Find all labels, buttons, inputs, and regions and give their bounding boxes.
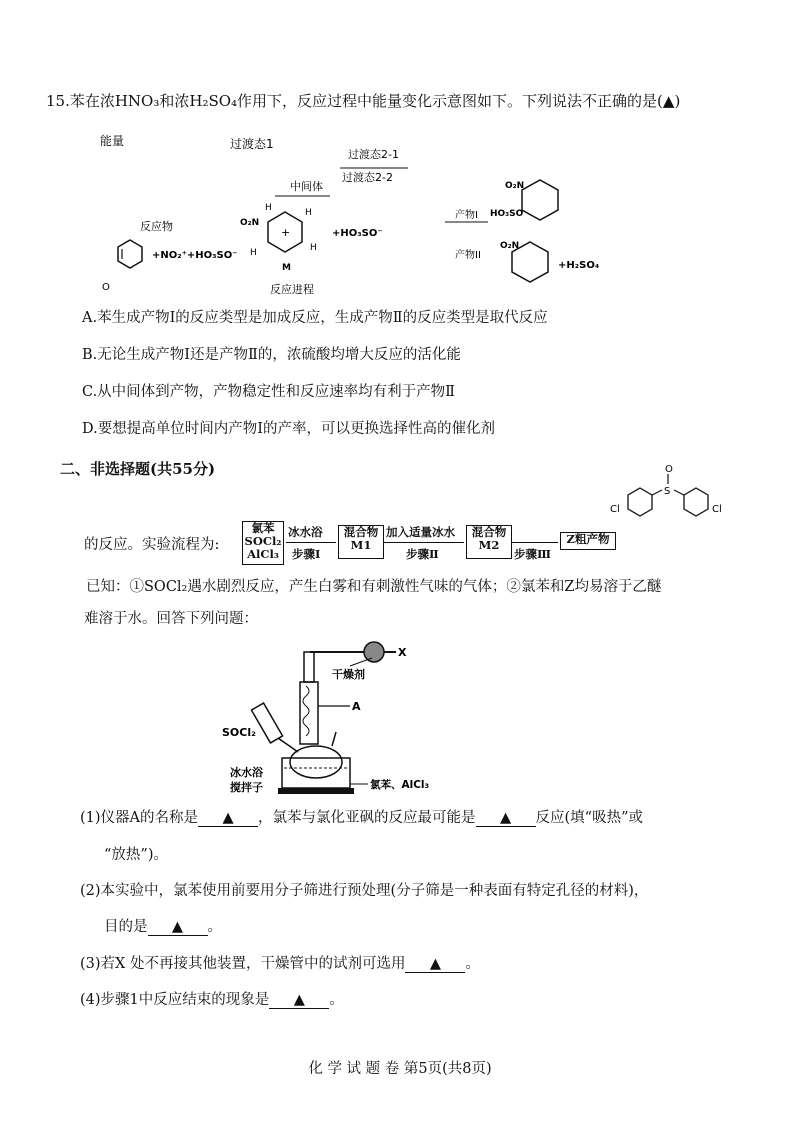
ice-bath-label: 冰水浴: [230, 766, 263, 779]
intermediate-m-label: M: [282, 263, 291, 273]
stirrer-label: 搅拌子: [230, 781, 263, 794]
oxygen-atom: O: [665, 464, 673, 475]
flow-intro: 的反应。实验流程为:: [84, 537, 220, 553]
question-1-line-1: [80, 806, 643, 827]
option-b: B.无论生成产物Ⅰ还是产物Ⅱ的，浓硫酸均增大反应的活化能: [82, 347, 461, 363]
product-1-no2: O₂N: [505, 181, 525, 191]
section-heading: 二、非选择题(共55分): [60, 460, 216, 478]
question-text: (3)若X 处不再接其他装置，干燥管中的试剂可选用: [80, 956, 406, 972]
answer-blank[interactable]: ▲: [148, 919, 208, 936]
question-text: 目的是: [104, 919, 148, 935]
answer-blank[interactable]: ▲: [405, 956, 465, 973]
product-2-label: 产物II: [455, 250, 481, 261]
flow-box-product: Z粗产物: [560, 532, 616, 550]
product-1-label: 产物I: [455, 210, 478, 221]
h-atom: H: [305, 208, 312, 218]
no2-group: O₂N: [240, 218, 260, 228]
reaction-progress-label: 反应进程: [270, 283, 314, 296]
product-1-ring: [522, 180, 558, 220]
intermediate-extra: +HO₃SO⁻: [332, 228, 383, 239]
step2-bottom: 步骤Ⅱ: [406, 547, 439, 561]
origin-label: O: [102, 282, 110, 293]
desiccant-pointer: [350, 658, 372, 666]
question-text: 。: [207, 919, 222, 935]
x-label: X: [398, 646, 407, 659]
condenser-top: [304, 652, 314, 682]
ice-bath-vessel: [282, 758, 350, 788]
answer-blank[interactable]: ▲: [269, 992, 329, 1009]
energy-diagram: [90, 130, 690, 300]
flow-box-line: AlCl₃: [247, 547, 279, 561]
socl2-label: SOCl₂: [222, 726, 256, 739]
answer-blank[interactable]: ▲: [476, 810, 536, 827]
chlorine-right: Cl: [712, 504, 722, 515]
flow-arrow: [512, 542, 558, 543]
energy-axis-label: 能量: [100, 134, 125, 148]
question-text: 。: [465, 956, 480, 972]
left-ring: [628, 488, 652, 516]
question-text: (1)仪器A的名称是: [80, 810, 199, 826]
h-atom: H: [310, 243, 317, 253]
option-d: D.要想提高单位时间内产物Ⅰ的产率，可以更换选择性高的催化剂: [82, 421, 495, 437]
dropping-funnel: [251, 703, 282, 743]
drying-tube-bulb: [364, 642, 384, 662]
stirrer-base: [278, 788, 354, 794]
question-text: ，氯苯与氯化亚砜的反应最可能是: [258, 810, 476, 826]
option-c: C.从中间体到产物，产物稳定性和反应速率均有利于产物Ⅱ: [82, 384, 456, 400]
transition-state-2-2-label: 过渡态2-2: [342, 171, 393, 184]
product-2-extra: +H₂SO₄: [558, 260, 600, 271]
sulfur-atom: S: [664, 486, 671, 497]
flow-box-line: M2: [478, 538, 500, 552]
flow-arrow: [384, 542, 464, 543]
flow-box-line: SOCl₂: [244, 534, 282, 548]
flow-box-reactants: [242, 521, 284, 565]
flow-box-line: 氯苯: [251, 521, 275, 535]
question-2-line-2: [104, 915, 222, 936]
flow-box-line: 混合物: [471, 525, 507, 539]
right-ring: [684, 488, 708, 516]
transition-state-2-1-label: 过渡态2-1: [348, 148, 399, 161]
h-atom: H: [265, 203, 272, 213]
h-atom: H: [250, 248, 257, 258]
step1-top: 冰水浴: [288, 525, 323, 539]
apparatus-diagram: [220, 634, 430, 798]
intermediate-label: 中间体: [290, 180, 323, 193]
sulfoxide-molecule: [600, 460, 740, 518]
flow-box-line: 混合物: [343, 525, 379, 539]
step1-bottom: 步骤Ⅰ: [292, 547, 321, 561]
step3-bottom: 步骤Ⅲ: [514, 547, 552, 561]
reactant-label: 反应物: [140, 220, 173, 233]
question-3: [80, 952, 480, 973]
transition-state-1-label: 过渡态1: [230, 137, 274, 151]
cs-bond: [652, 490, 662, 495]
plus-charge: +: [281, 226, 291, 239]
question-15-stem: 15.苯在浓HNO₃和浓H₂SO₄作用下，反应过程中能量变化示意图如下。下列说法不正确的是(▲): [46, 92, 681, 110]
chlorine-left: Cl: [610, 504, 620, 515]
product-1-hso3: HO₃SO: [490, 209, 524, 219]
question-2-line-1: (2)本实验中，氯苯使用前要用分子筛进行预处理(分子筛是一种表面有特定孔径的材料)，: [80, 883, 649, 899]
question-text: 。: [329, 992, 344, 1008]
reagent-label: 氯苯、AlCl₃: [370, 779, 430, 791]
option-a: A.苯生成产物Ⅰ的反应类型是加成反应，生成产物Ⅱ的反应类型是取代反应: [82, 310, 548, 326]
page-footer: 化 学 试 题 卷 第5页(共8页): [308, 1061, 492, 1077]
flow-arrow: [286, 542, 336, 543]
desiccant-label: 干燥剂: [332, 668, 365, 681]
question-4: [80, 988, 344, 1009]
known-line-2: 难溶于水。回答下列问题：: [84, 611, 258, 627]
flow-box-m2: [466, 525, 512, 559]
step2-top: 加入适量冰水: [386, 525, 455, 539]
funnel-stem: [278, 738, 298, 752]
known-line-1: 已知：①SOCl₂遇水剧烈反应，产生白雾和有刺激性气味的气体；②氯苯和Z均易溶于乙醚: [86, 579, 662, 595]
cs-bond: [674, 490, 684, 495]
a-label: A: [352, 700, 361, 713]
question-1-line-2: “放热”)。: [104, 847, 168, 863]
product-2-no2: O₂N: [500, 241, 520, 251]
condenser-coil: [303, 686, 309, 736]
three-neck-flask: [290, 746, 342, 778]
flow-box-line: M1: [350, 538, 372, 552]
flow-box-m1: [338, 525, 384, 559]
reactant-equation: +NO₂⁺+HO₃SO⁻: [152, 250, 238, 261]
answer-blank[interactable]: ▲: [198, 810, 258, 827]
flask-side-neck: [332, 732, 336, 746]
question-text: (4)步骤1中反应结束的现象是: [80, 992, 270, 1008]
question-text: 反应(填“吸热”或: [535, 810, 643, 826]
